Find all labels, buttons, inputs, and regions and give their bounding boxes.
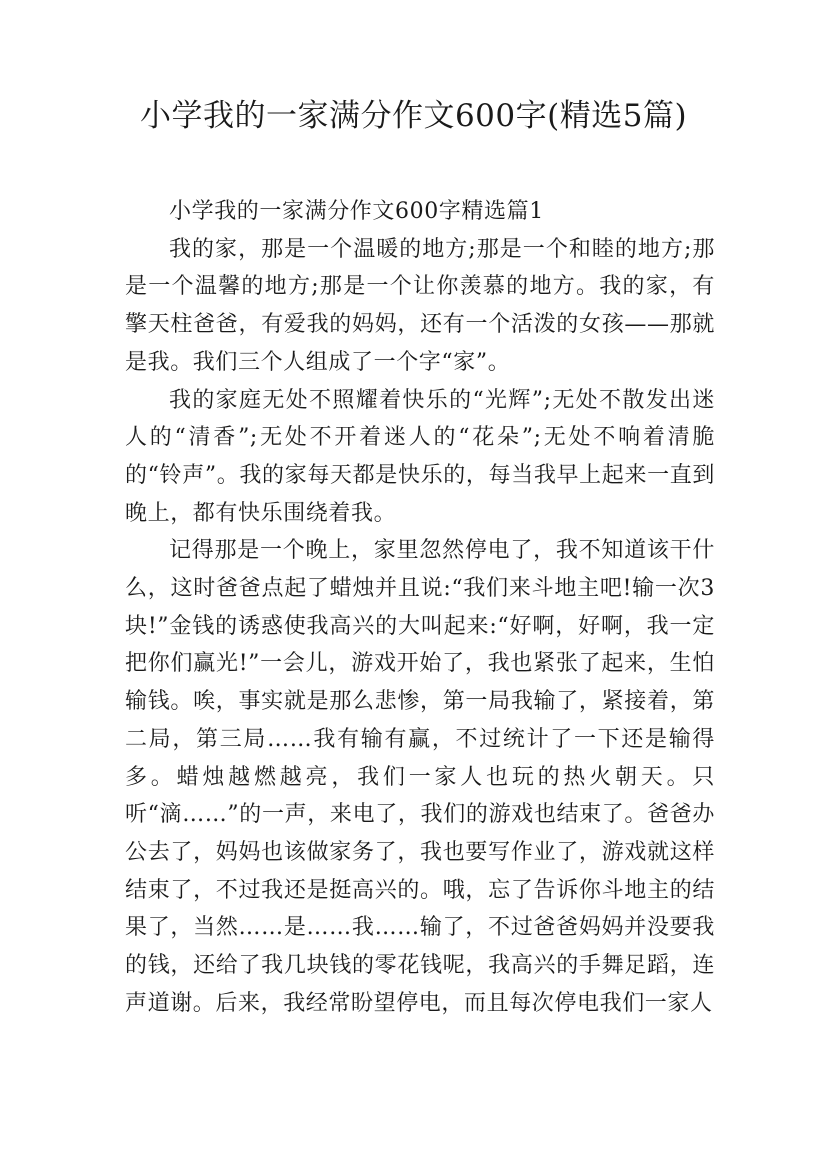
document-title: 小学我的一家满分作文600字(精选5篇) [139,98,688,134]
paragraph-3: 记得那是一个晚上，家里忽然停电了，我不知道该干什么，这时爸爸点起了蜡烛并且说:“我们来斗地主吧!输一次3块!”金钱的诱惑使我高兴的大叫起来:“好啊，好啊，我一定把你们赢光!”一会儿，游戏开始了，我也紧张了起来，生怕输钱。唉，事实就是那么悲惨，第一局我输了，紧接着，第二局，第三局……我有输有赢，不过统计了一下还是输得多。蜡烛越燃越亮，我们一家人也玩的热火朝天。只听“滴……”的一声，来电了，我们的游戏也结束了。爸爸办公去了，妈妈也该做家务了，我也要写作业了，游戏就这样结束了，不过我还是挺高兴的。哦，忘了告诉你斗地主的结果了，当然……是……我……输了，不过爸爸妈妈并没要我的钱，还给了我几块钱的零花钱呢，我高兴的手舞足蹈，连声道谢。后来，我经常盼望停电，而且每次停电我们一家人 [125,538,715,1016]
paragraph-2: 我的家庭无处不照耀着快乐的“光辉”;无处不散发出迷人的“清香”;无处不开着迷人的“花朵”;无处不响着清脆的“铃声”。我的家每天都是快乐的，每当我早上起来一直到晚上，都有快乐围绕着我。 [125,387,715,526]
document-body [125,193,715,1022]
paragraph-1: 我的家，那是一个温暖的地方;那是一个和睦的地方;那是一个温馨的地方;那是一个让你羡慕的地方。我的家，有擎天柱爸爸，有爱我的妈妈，还有一个活泼的女孩——那就是我。我们三个人组成了一个字“家”。 [125,236,715,375]
section-heading: 小学我的一家满分作文600字精选篇1 [169,199,544,224]
